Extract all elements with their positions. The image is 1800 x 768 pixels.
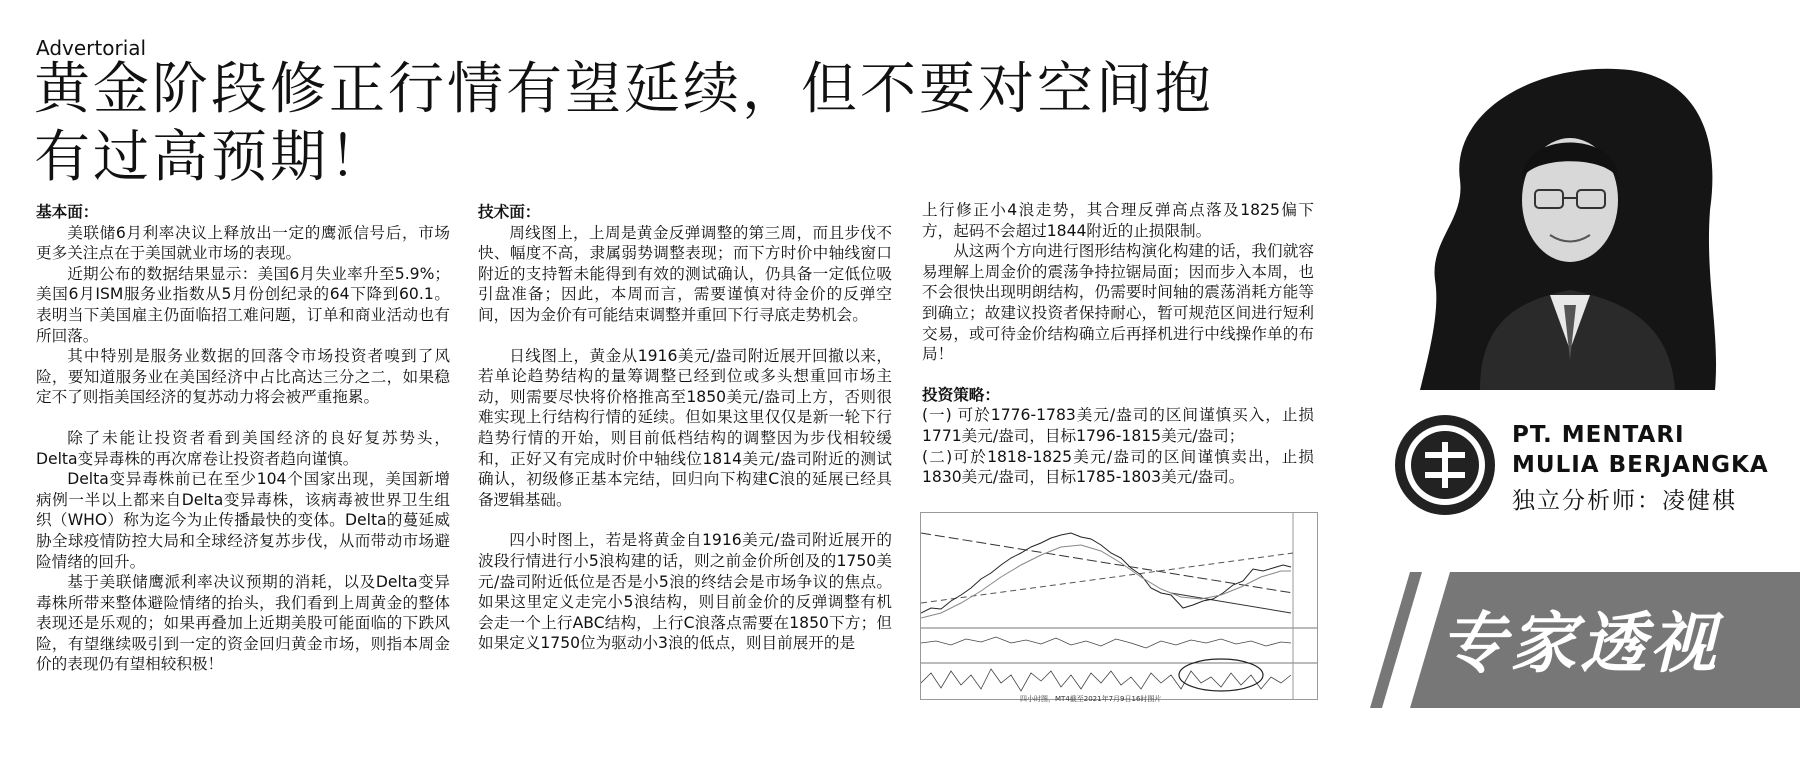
analyst-photo [1420, 50, 1720, 390]
company-name-line-2: MULIA BERJANGKA [1512, 452, 1769, 478]
company-name [1512, 420, 1769, 480]
paragraph: 基于美联储鹰派利率决议预期的消耗，以及Delta变异毒株所带来整体避险情绪的抬头，我们看到上周黄金的整体表现还是乐观的；如果再叠加上近期美股可能面临的下跌风险，有望继续吸引到一定的资金回归黄金市场，则指本周金价的表现仍有望相较积极！ [36, 573, 450, 674]
section-heading-technicals: 技术面： [478, 203, 541, 221]
company-name-line-1: PT. MENTARI [1512, 422, 1685, 448]
column-fundamentals [36, 202, 450, 675]
chart-caption: 四小时图，MT4截至2021年7月9日16时图片 [1020, 695, 1162, 703]
paragraph: 四小时图上，若是将黄金自1916美元/盎司附近展开的波段行情进行小5浪构建的话，则之前金价所创及的1750美元/盎司附近低位是否是小5浪的终结会是市场争议的焦点。如果这里定义走完小5浪结构，则目前金价的反弹调整有机会走一个上行ABC结构，上行C浪落点需要在1850下方；但如果定义1750位为驱动小3浪的低点，则目前展开的是 [478, 531, 892, 653]
paragraph: 其中特别是服务业数据的回落令市场投资者嗅到了风险，要知道服务业在美国经济中占比高达三分之二，如果稳定不了则指美国经济的复苏动力将会被严重拖累。 [36, 347, 450, 407]
paragraph: Delta变异毒株前已在至少104个国家出现，美国新增病例一半以上都来自Delta变异毒株，该病毒被世界卫生组织（WHO）称为迄今为止传播最快的变体。Delta的蔓延威胁全球疫情防控大局和全球经济复苏步伐，从而带动市场避险情绪的回升。 [36, 470, 450, 571]
banner-title: 专家透视 [1440, 604, 1720, 682]
column-technicals [478, 202, 892, 654]
paragraph: 美联储6月利率决议上释放出一定的鹰派信号后，市场更多关注点在于美国就业市场的表现。 [36, 223, 450, 263]
paragraph: 上行修正小4浪走势，其合理反弹高点落及1825偏下方，起码不会超过1844附近的止损限制。 [922, 201, 1314, 240]
headline-line-2: 有过高预期！ [34, 125, 388, 190]
strategy-item-2: (二)可於1818-1825美元/盎司的区间谨慎卖出，止损1830美元/盎司，目标1785-1803美元/盎司。 [922, 447, 1314, 487]
headline-line-1: 黄金阶段修正行情有望延续，但不要对空间抱 [34, 57, 1214, 122]
section-heading-fundamentals: 基本面： [36, 203, 99, 221]
headline [34, 56, 1334, 192]
paragraph: 近期公布的数据结果显示：美国6月失业率升至5.9%；美国6月ISM服务业指数从5月份创纪录的64下降到60.1。表明当下美国雇主仍面临招工难问题，订单和商业活动也有所回落。 [36, 264, 450, 345]
paragraph: 从这两个方向进行图形结构演化构建的话，我们就容易理解上周金价的震荡争持拉锯局面；因而步入本周，也不会很快出现明朗结构，仍需要时间轴的震荡消耗方能等到确立；故建议投资者保持耐心，暂可规范区间进行短利交易，或可待金价结构确立后再择机进行中线操作单的布局！ [922, 242, 1314, 364]
price-chart-image [920, 512, 1318, 700]
paragraph: 日线图上，黄金从1916美元/盎司附近展开回撤以来，若单论趋势结构的量筹调整已经到位或多头想重回市场主动，则需要尽快将价格推高至1850美元/盎司上方，否则很难实现上行结构行情的延续。但如果这里仅仅是新一轮下行趋势行情的开始，则目前低档结构的调整因为步伐相较缓和，正好又有完成时价中轴线位1814美元/盎司附近的测试确认，初级修正基本完结，回归向下构建C浪的延展已经具备逻辑基础。 [478, 346, 892, 509]
strategy-item-1: (一) 可於1776-1783美元/盎司的区间谨慎买入，止损1771美元/盎司，目标1796-1815美元/盎司； [922, 406, 1314, 445]
analyst-name: 独立分析师：凌健棋 [1512, 488, 1737, 514]
company-logo [1392, 412, 1498, 518]
column-strategy [922, 200, 1314, 488]
advertorial-label: Advertorial [36, 36, 147, 60]
paragraph: 除了未能让投资者看到美国经济的良好复苏势头，Delta变异毒株的再次席卷让投资者趋向谨慎。 [36, 428, 450, 468]
section-heading-strategy: 投资策略： [922, 385, 1000, 404]
paragraph: 周线图上，上周是黄金反弹调整的第三周，而且步伐不快、幅度不高，隶属弱势调整表现；而下方时价中轴线窗口附近的支持暂未能得到有效的测试确认，仍具备一定低位吸引盘准备；因此，本周而言，需要谨慎对待金价的反弹空间，因为金价有可能结束调整并重回下行寻底走势机会。 [478, 223, 892, 324]
